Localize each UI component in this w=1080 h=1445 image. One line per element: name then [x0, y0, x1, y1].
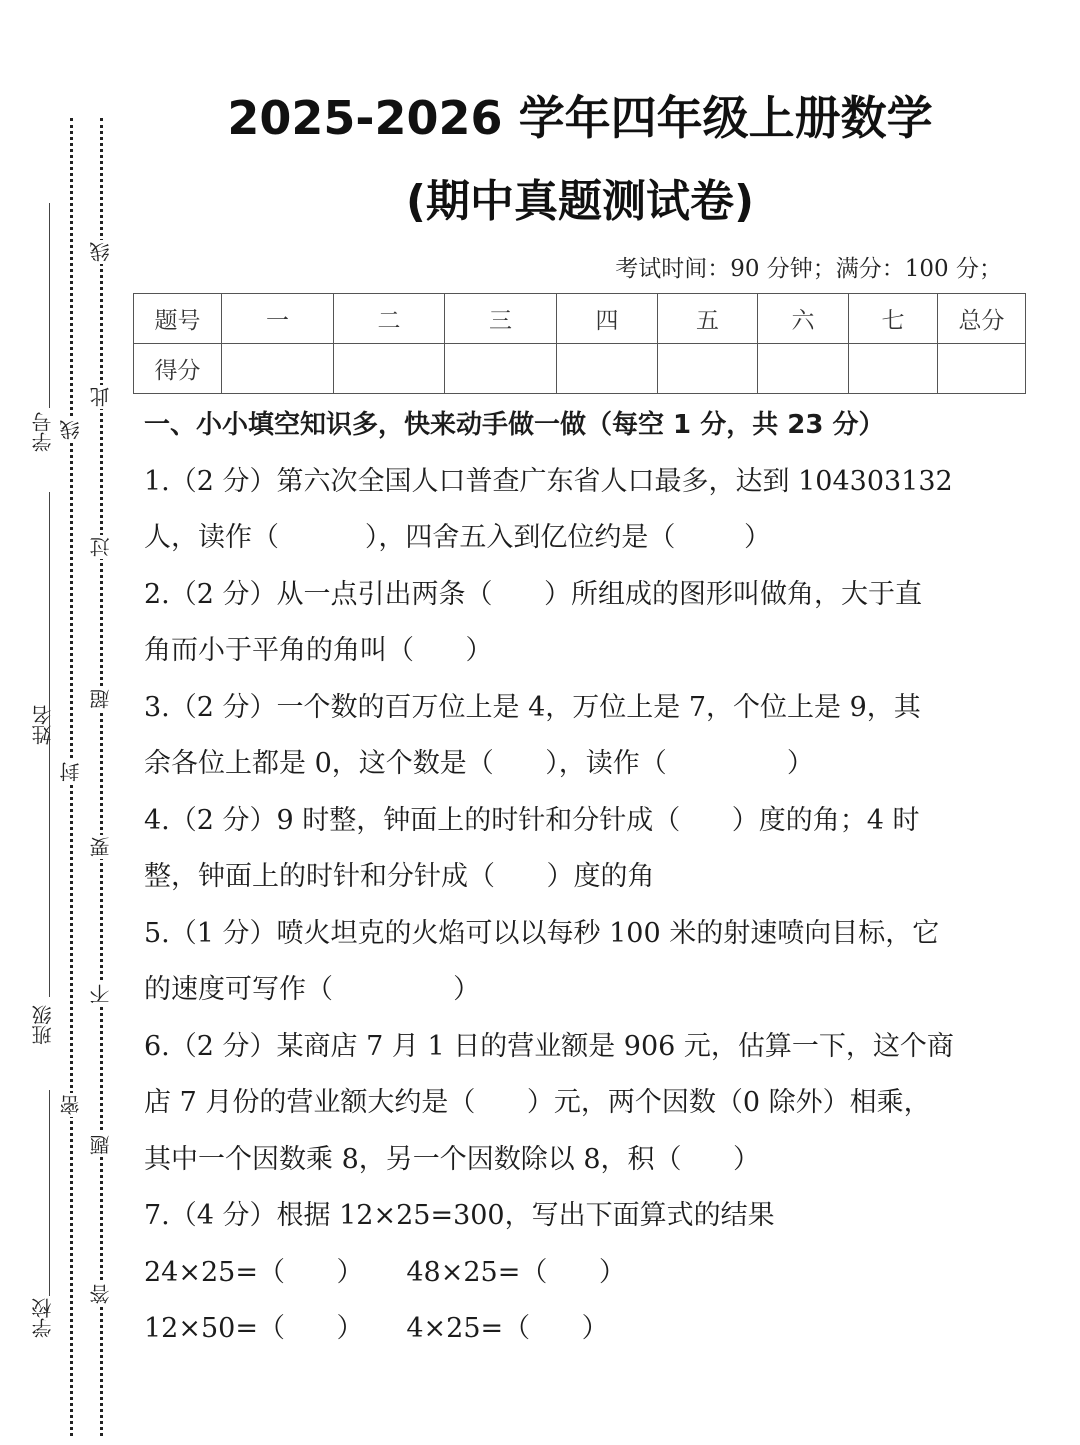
header-cell: 一: [222, 294, 334, 344]
school-label: 学校: [31, 1298, 55, 1338]
question-6-line-3: 其中一个因数乘 8，另一个因数除以 8，积（ ）: [144, 1144, 761, 1175]
question-1-line-2: 人，读作（ ），四舍五入到亿位约是（ ）: [144, 522, 771, 553]
question-3-line-1: 3.（2 分）一个数的百万位上是 4，万位上是 7，个位上是 9，其: [144, 692, 921, 723]
score-table: [133, 293, 1026, 394]
header-cell: 总分: [938, 294, 1026, 344]
score-table-header-row: [134, 294, 1026, 344]
outer-dotted-cut-line: [100, 118, 103, 1436]
name-label: 姓名: [31, 705, 55, 745]
student-id-fill-line[interactable]: [49, 203, 50, 408]
inner-char-xian: 线: [59, 420, 83, 440]
header-cell: 三: [445, 294, 557, 344]
student-id-label: 学号: [31, 412, 55, 452]
outer-char-ci: 此: [89, 387, 113, 407]
name-fill-line[interactable]: [49, 792, 50, 997]
question-4-line-1: 4.（2 分）9 时整，钟面上的时针和分针成（ ）度的角；4 时: [144, 805, 920, 836]
outer-char-xian: 线: [89, 242, 113, 262]
score-cell[interactable]: [658, 344, 758, 394]
header-cell: 七: [849, 294, 938, 344]
header-cell: 四: [557, 294, 658, 344]
header-cell: 二: [334, 294, 445, 344]
score-cell[interactable]: [758, 344, 849, 394]
score-row-label: 得分: [134, 344, 222, 394]
exam-title: 2025-2026 学年四年级上册数学: [227, 91, 933, 145]
question-2-line-1: 2.（2 分）从一点引出两条（ ）所组成的图形叫做角，大于直: [144, 579, 923, 610]
outer-char-ti: 题: [89, 1135, 113, 1155]
class-label: 班级: [31, 1005, 55, 1045]
question-4-line-2: 整，钟面上的时针和分针成（ ）度的角: [144, 861, 655, 892]
question-1-line-1: 1.（2 分）第六次全国人口普查广东省人口最多，达到 104303132: [144, 466, 953, 497]
question-7-line-2: 24×25=（ ） 48×25=（ ）: [144, 1257, 626, 1288]
header-cell: 六: [758, 294, 849, 344]
score-cell[interactable]: [557, 344, 658, 394]
header-cell: 题号: [134, 294, 222, 344]
exam-info: 考试时间：90 分钟；满分：100 分；: [615, 256, 1002, 282]
score-table-score-row: [134, 344, 1026, 394]
class-fill-line[interactable]: [49, 1090, 50, 1296]
header-cell: 五: [658, 294, 758, 344]
inner-char-mi: 密: [59, 1095, 83, 1115]
question-5-line-2: 的速度可写作（ ）: [144, 974, 481, 1005]
question-6-line-2: 店 7 月份的营业额大约是（ ）元，两个因数（0 除外）相乘，: [144, 1087, 931, 1118]
score-cell[interactable]: [334, 344, 445, 394]
score-cell[interactable]: [849, 344, 938, 394]
exam-subtitle: (期中真题测试卷): [405, 176, 755, 227]
question-3-line-2: 余各位上都是 0，这个数是（ ），读作（ ）: [144, 748, 814, 779]
section-1-heading: 一、小小填空知识多，快来动手做一做（每空 1 分，共 23 分）: [144, 410, 885, 440]
outer-char-guo: 过: [89, 537, 113, 557]
student-id-fill-line-2[interactable]: [49, 492, 50, 792]
outer-char-da: 答: [89, 1284, 113, 1304]
outer-char-chao: 超: [89, 689, 113, 709]
score-cell[interactable]: [222, 344, 334, 394]
score-cell[interactable]: [445, 344, 557, 394]
question-7-line-1: 7.（4 分）根据 12×25=300，写出下面算式的结果: [144, 1200, 775, 1231]
total-score-cell[interactable]: [938, 344, 1026, 394]
question-7-line-3: 12×50=（ ） 4×25=（ ）: [144, 1313, 609, 1344]
outer-char-yao: 要: [89, 837, 113, 857]
question-5-line-1: 5.（1 分）喷火坦克的火焰可以以每秒 100 米的射速喷向目标，它: [144, 918, 940, 949]
inner-char-feng: 封: [59, 762, 83, 782]
outer-char-bu: 不: [89, 984, 113, 1004]
question-2-line-2: 角而小于平角的角叫（ ）: [144, 635, 493, 666]
question-6-line-1: 6.（2 分）某商店 7 月 1 日的营业额是 906 元，估算一下，这个商: [144, 1031, 954, 1062]
